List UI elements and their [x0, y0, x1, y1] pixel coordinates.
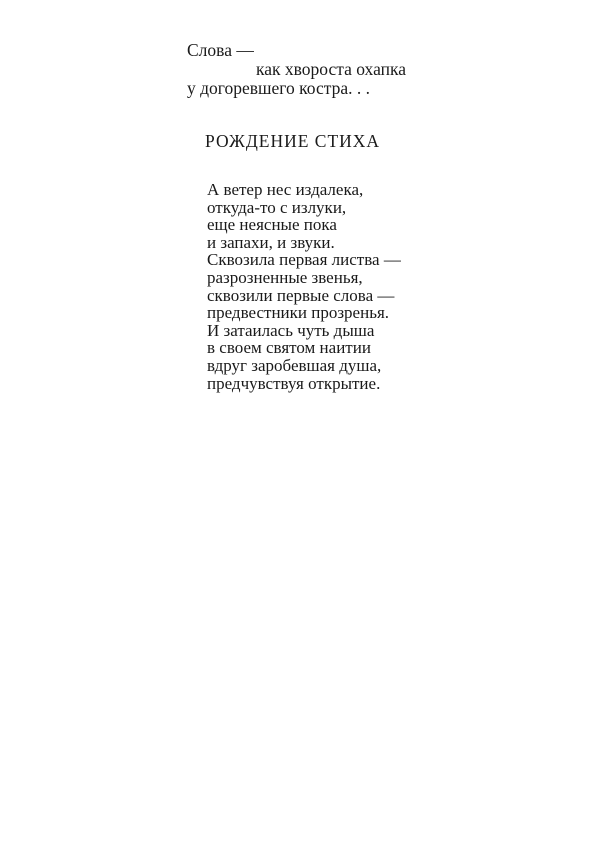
poem-line: сквозили первые слова — [207, 285, 395, 305]
poem-line: вдруг заробевшая душа, [207, 355, 382, 375]
poem-title: РОЖДЕНИЕ СТИХА [205, 131, 381, 151]
poem-line: И затаилась чуть дыша [207, 320, 375, 340]
poem-line: и запахи, и звуки. [207, 232, 335, 252]
poem-line: предчувствуя открытие. [207, 373, 381, 393]
poem-body [207, 181, 401, 392]
poem-line: разрозненные звенья, [207, 267, 363, 287]
poem-line: А ветер нес издалека, [207, 180, 364, 199]
poem-line: в своем святом наитии [207, 338, 371, 358]
poem-line: предвестники прозренья. [207, 303, 390, 323]
epigraph-line: как хвороста охапка [256, 59, 406, 79]
epigraph-line: у догоревшего костра. . . [187, 78, 370, 98]
epigraph-line: Слова — [187, 40, 254, 60]
poem-line: Сквозила первая листва — [207, 250, 401, 270]
poem-line: еще неясные пока [207, 215, 337, 235]
poem-line: откуда-то с излуки, [207, 197, 347, 217]
